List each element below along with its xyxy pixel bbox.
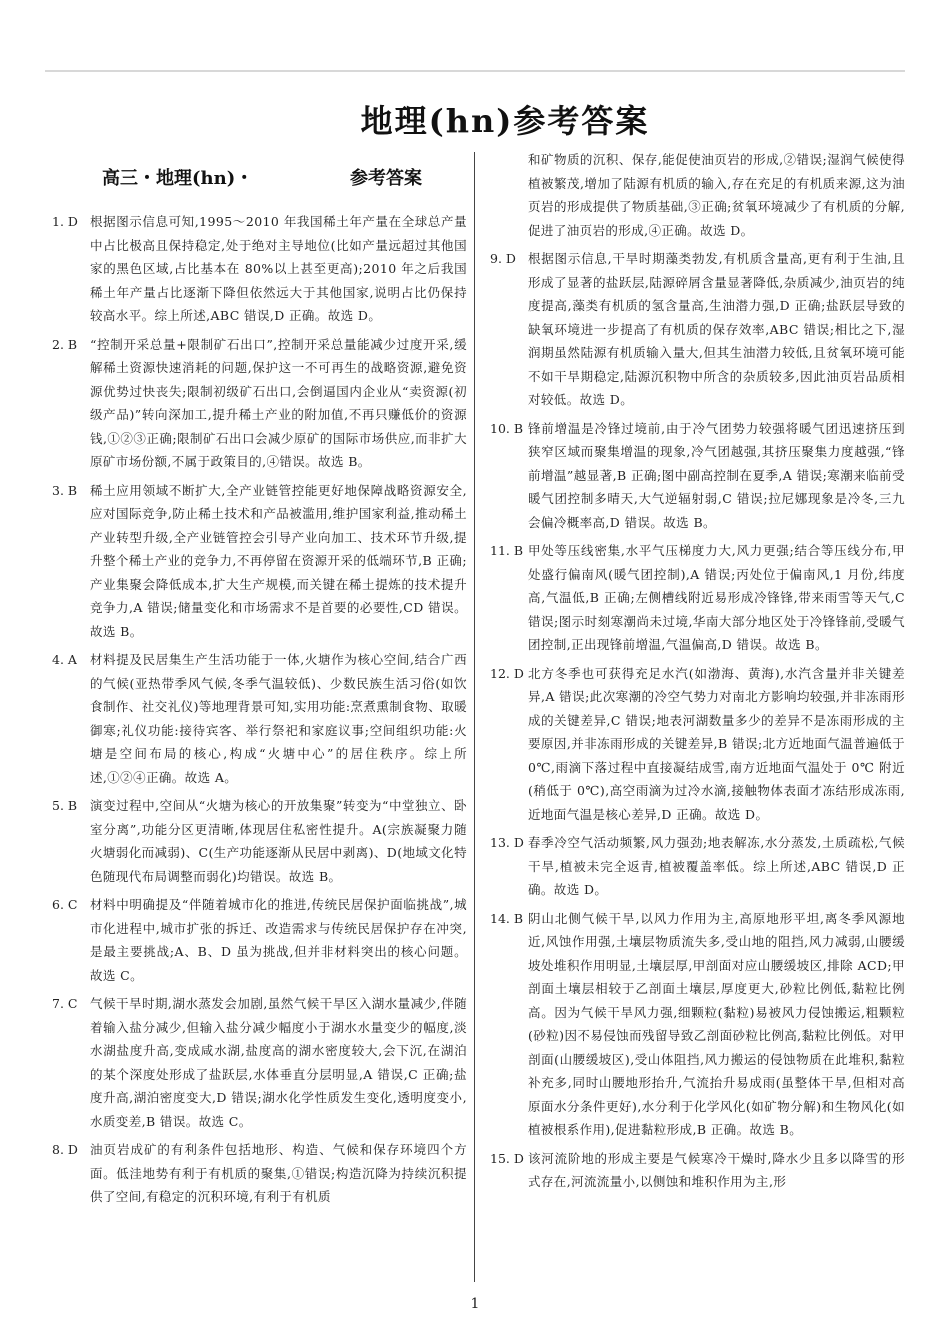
answer-item (52, 794, 467, 888)
answer-item (490, 831, 905, 902)
answer-explanation: 锋前增温是冷锋过境前,由于冷气团势力较强将暖气团迅速挤压到狭窄区域而聚集增温的现象,冷气团越强,其挤压聚集力度越强,“锋前增温”越显著,B 正确;图中副高控制在夏季,A 错误;寒潮来临前受暖气团控制多晴天,大气逆辐射弱,C 错误;拉尼娜现象是冷冬,三九会偏冷概率高,D 错误。故选 B。 (528, 420, 905, 530)
answer-number: 10. B (490, 420, 524, 436)
answer-number: 6. C (52, 897, 78, 912)
answer-item (52, 893, 467, 987)
answer-explanation: 阴山北侧气候干旱,以风力作用为主,高原地形平坦,离冬季风源地近,风蚀作用强,土壤层物质流失多,受山地的阻挡,风力减弱,山腰缓坡处堆积作用明显,土壤层厚,甲剖面对应山腰缓坡区,排除 ACD;甲剖面土壤层相较于乙剖面土壤层,厚度更大,砂粒比例低,黏粒比例高。因为气候干旱风力强,细颗粒(黏粒)易被风力侵蚀搬运,粗颗粒(砂粒)因不易侵蚀而残留导致乙剖面砂粒比例高,黏粒比例低。对甲剖面(山腰缓坡区),受山体阻挡,风力搬运的侵蚀物质在此堆积,黏粒补充多,同时山腰地形抬升,气流抬升易成雨(虽整体干旱,但相对高原面水分条件更好),水分利于化学风化(如矿物分解)和生物风化(如植被根系作用),促进黏粒形成,B 正确。故选 B。 (528, 910, 905, 1137)
answer-number: 1. D (52, 214, 78, 229)
answer-number: 12. D (490, 665, 524, 681)
answer-item (52, 479, 467, 644)
answer-item (52, 333, 467, 474)
answer-item (52, 992, 467, 1133)
answer-explanation: 油页岩成矿的有利条件包括地形、构造、气候和保存环境四个方面。低洼地势有利于有机质的聚集,①错误;构造沉降为持续沉积提供了空间,有稳定的沉积环境,有利于有机质 (90, 1142, 467, 1204)
answer-item (490, 247, 905, 412)
answer-explanation: 材料提及民居集生产生活功能于一体,火塘作为核心空间,结合广西的气候(亚热带季风气候,冬季气温较低)、少数民族生活习俗(如饮食制作、社交礼仪)等地理背景可知,实用功能:烹煮熏制食物、取暖御寒;礼仪功能:接待宾客、举行祭祀和家庭议事;空间组织功能:火塘是空间布局的核心,构成“火塘中心”的居住秩序。综上所述,①②④正确。故选 A。 (90, 652, 467, 785)
answer-number: 13. D (490, 835, 524, 850)
top-rule (45, 70, 905, 72)
answer-number: 9. D (490, 251, 516, 266)
answer-explanation: 演变过程中,空间从“火塘为核心的开放集聚”转变为“中堂独立、卧室分离”,功能分区更清晰,体现居住私密性提升。A(宗族凝聚力随火塘弱化而减弱)、C(生产功能逐渐从民居中剥离)、D(地域文化特色随现代布局调整而弱化)均错误。故选 B。 (90, 798, 467, 884)
answer-number: 5. B (52, 798, 78, 813)
left-answer-list (52, 210, 467, 1209)
answer-number: 14. B (490, 910, 524, 926)
page-title: 地理(hn)参考答案 (360, 102, 650, 140)
page-number: 1 (470, 1296, 480, 1312)
answer-number: 7. C (52, 996, 78, 1011)
answer-explanation: 气候干旱时期,湖水蒸发会加剧,虽然气候干旱区入湖水量减少,伴随着输入盐分减少,但输入盐分减少幅度小于湖水水量变少的幅度,淡水湖盐度升高,变成咸水湖,盐度高的湖水密度较大,会下沉,在湖泊的某个深度处形成了盐跃层,水体垂直分层明显,A 错误,C 正确;盐度升高,湖泊密度变大,D 错误;湖水化学性质发生变化,透明度变小,水质变差,B 错误。故选 C。 (90, 996, 467, 1129)
answer-item (490, 539, 905, 657)
answer-explanation: 甲处等压线密集,水平气压梯度力大,风力更强;结合等压线分布,甲处盛行偏南风(暖气团控制),A 错误;丙处位于偏南风,1 月份,纬度高,气温低,B 正确;左侧槽线附近易形成冷锋锋,带来雨雪等天气,C 错误;图示时刻寒潮尚未过境,华南大部分地区处于冷锋锋前,受暖气团控制,正出现锋前增温,气温偏高,D 错误。故选 B。 (528, 543, 905, 652)
section-heading (102, 164, 422, 190)
answer-number: 3. B (52, 482, 78, 498)
left-column (52, 150, 467, 1214)
column-divider (474, 152, 475, 1282)
answer-explanation: 春季冷空气活动频繁,风力强劲;地表解冻,水分蒸发,土质疏松,气候干旱,植被未完全返青,植被覆盖率低。综上所述,ABC 错误,D 正确。故选 D。 (528, 835, 905, 897)
answer-item (52, 648, 467, 789)
answer-explanation: 根据图示信息可知,1995～2010 年我国稀土年产量在全球总产量中占比极高且保持稳定,处于绝对主导地位(比如产量远超过其他国家的黑色区域,占比基本在 80%以上甚至更高);2010 年之后我国稀土年产量占比逐渐下降但依然远大于其他国家,说明占比仍保持较高水平。综上所述,ABC 错误,D 正确。故选 D。 (90, 214, 467, 323)
answer-number: 8. D (52, 1142, 78, 1157)
answer-number: 2. B (52, 336, 78, 352)
answer-item (52, 1138, 467, 1209)
answer-explanation: “控制开采总量+限制矿石出口”,控制开采总量能减少过度开采,缓解稀土资源快速消耗的问题,保护这一不可再生的战略资源,避免资源优势过快丧失;限制初级矿石出口,会倒逼国内企业从“卖资源(初级产品)”转向深加工,提升稀土产业的附加值,不再只赚低价的资源钱,①②③正确;限制矿石出口会减少原矿的国际市场供应,而非扩大原矿市场份额,不属于政策目的,④错误。故选 B。 (90, 336, 467, 469)
right-column (490, 148, 905, 1199)
answer-item (490, 662, 905, 827)
answer-explanation: 该河流阶地的形成主要是气候寒冷干燥时,降水少且多以降雪的形式存在,河流流量小,以侧蚀和堆积作用为主,形 (528, 1150, 905, 1189)
answer-explanation: 北方冬季也可获得充足水汽(如渤海、黄海),水汽含量并非关键差异,A 错误;此次寒潮的冷空气势力对南北方影响均较强,并非冻雨形成的关键差异,C 错误;地表河湖数量多少的差异不是冻雨形成的主要原因,并非冻雨形成的关键差异,B 错误;北方近地面气温普遍低于 0℃,雨滴下落过程中直接凝结成雪,南方近地面气温处于 0℃ 附近(稍低于 0℃),高空雨滴为过冷水滴,接触物体表面才冻结形成冻雨,近地面气温是核心差异,D 正确。故选 D。 (528, 665, 905, 822)
answer-explanation: 根据图示信息,干旱时期藻类勃发,有机质含量高,更有利于生油,且形成了显著的盐跃层,陆源碎屑含量显著降低,杂质减少,油页岩的纯度提高,藻类有机质的氢含量高,生油潜力强,D 正确;盐跃层导致的缺氧环境进一步提高了有机质的保存效率,ABC 错误;相比之下,湿润期虽然陆源有机质输入量大,但其生油潜力较低,且贫氧环境可能不如干旱期稳定,陆源沉积物中所含的杂质较多,因此油页岩品质相对较低。故选 D。 (528, 251, 905, 407)
answer-number: 4. A (52, 652, 77, 667)
answer-explanation: 材料中明确提及“伴随着城市化的推进,传统民居保护面临挑战”,城市化进程中,城市扩张的拆迁、改造需求与传统民居保护存在冲突,是最主要挑战;A、B、D 虽为挑战,但并非材料突出的核心问题。故选 C。 (90, 897, 467, 983)
answer-item (52, 210, 467, 328)
section-heading-subject: 高三・地理(hn)・ (102, 168, 254, 189)
answer-item (490, 1147, 905, 1194)
answer-continuation: 和矿物质的沉积、保存,能促使油页岩的形成,②错误;湿润气候使得植被繁茂,增加了陆源有机质的输入,存在充足的有机质来源,这为油页岩的形成提供了物质基础,③正确;贫氧环境减少了有机质的分解,促进了油页岩的形成,④正确。故选 D。 (528, 152, 905, 238)
answer-item (490, 907, 905, 1142)
answer-number: 11. B (490, 543, 524, 558)
section-heading-answers: 参考答案 (350, 168, 422, 189)
answer-explanation: 稀土应用领域不断扩大,全产业链管控能更好地保障战略资源安全,应对国际竞争,防止稀土技术和产品被滥用,维护国家利益,推动稀土产业转型升级,全产业链管控会引导产业向加工、技术环节升级,提升整个稀土产业的竞争力,不再停留在资源开采的低端环节,B 正确;产业集聚会降低成本,扩大生产规模,而关键在稀土提炼的技术提升竞争力,A 错误;储量变化和市场需求不是首要的必要性,CD 错误。故选 B。 (90, 482, 467, 639)
answer-item (490, 417, 905, 535)
right-answer-list (490, 247, 905, 1194)
answer-number: 15. D (490, 1150, 524, 1166)
